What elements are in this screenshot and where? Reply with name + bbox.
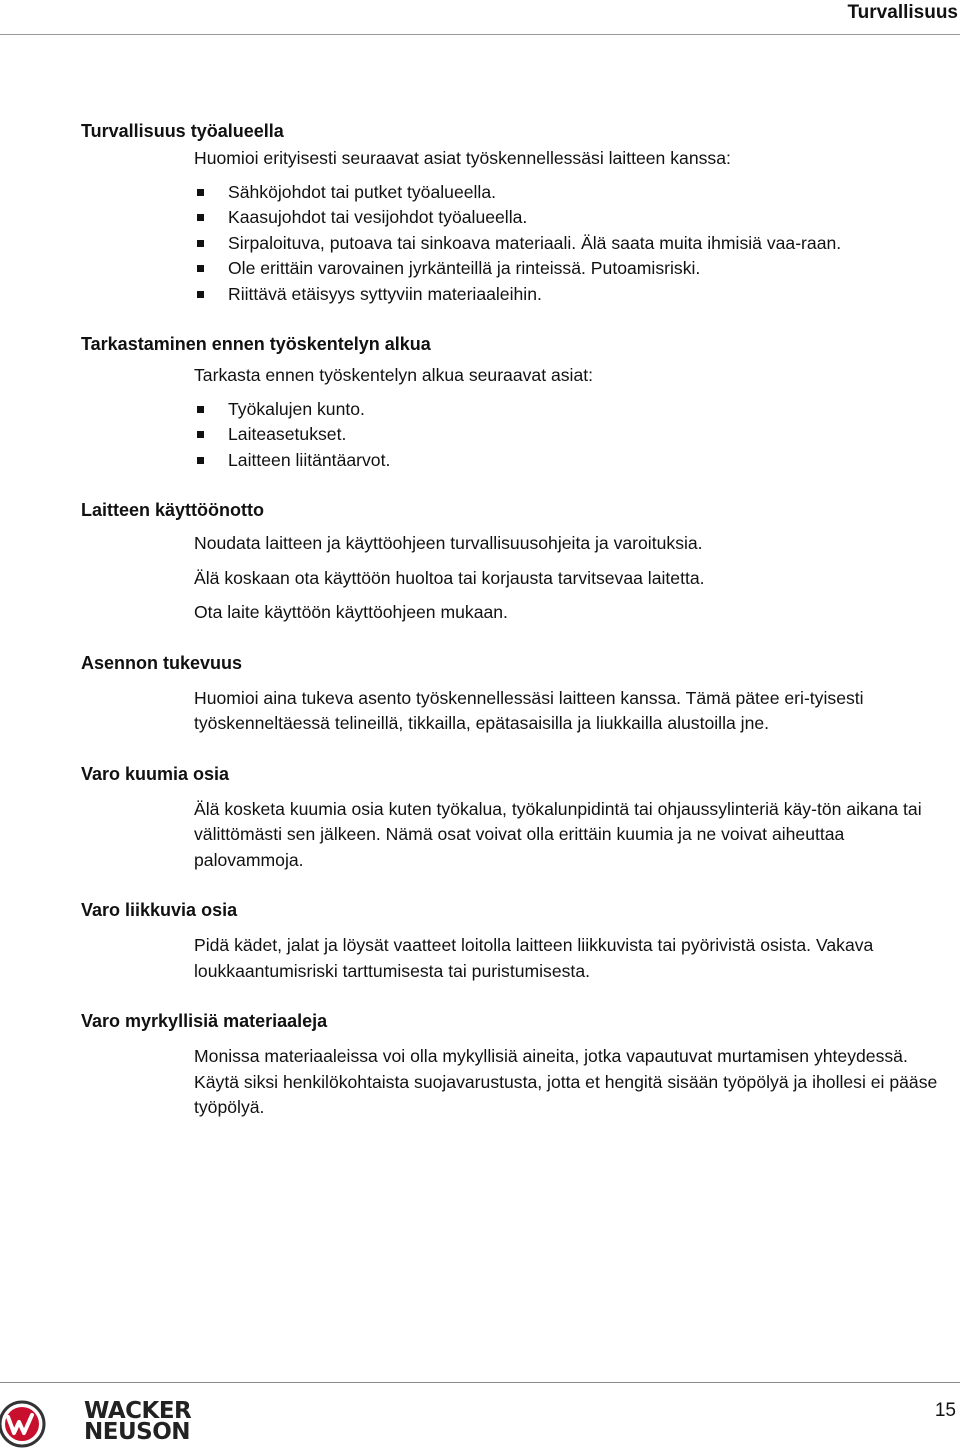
section-body [194, 797, 957, 874]
section-body [194, 686, 957, 737]
list-item: Kaasujohdot tai vesijohdot työalueella. [194, 205, 957, 231]
list-item: Ole erittäin varovainen jyrkänteillä ja rinteissä. Putoamisriski. [194, 256, 957, 282]
body-paragraph: Älä koskaan ota käyttöön huoltoa tai korjausta tarvitsevaa laitetta. [194, 567, 705, 588]
square-bullet-icon [197, 265, 204, 272]
section-title: Tarkastaminen ennen työskentelyn alkua [81, 334, 431, 354]
section-varo-myrkyllisia [81, 1008, 957, 1121]
section-tarkastaminen [81, 331, 957, 473]
section-title: Turvallisuus työalueella [81, 121, 284, 141]
square-bullet-icon [197, 291, 204, 298]
section-kayttoonotto [81, 497, 957, 626]
body-paragraph: Monissa materiaaleissa voi olla mykyllisiä aineita, jotka vapautuvat murtamisen yhteydessä. Käytä siksi henkilökohtaista suojavarustusta, jotta et hengitä sisään työpölyä ja ihollesi ei pääse työpölyä. [194, 1046, 938, 1117]
brand-logo [84, 1398, 192, 1445]
header-divider [0, 34, 960, 35]
list-item: Riittävä etäisyys syttyviin materiaaleihin. [194, 282, 957, 308]
footer-divider [0, 1382, 960, 1383]
square-bullet-icon [197, 214, 204, 221]
section-intro: Tarkasta ennen työskentelyn alkua seuraavat asiat: [194, 365, 594, 385]
page-header [0, 0, 960, 28]
section-body [194, 146, 957, 307]
body-paragraph: Pidä kädet, jalat ja löysät vaatteet loitolla laitteen liikkuvista tai pyörivistä osista. Vakava loukkaantumisriski tarttumisesta tai puristumisesta. [194, 935, 874, 981]
body-paragraph: Huomioi aina tukeva asento työskennellessäsi laitteen kanssa. Tämä pätee eri-tyisesti työskenneltäessä telineillä, tikkailla, epätasaisilla ja liukkailla alustoilla jne. [194, 687, 864, 733]
section-title: Asennon tukevuus [81, 652, 243, 673]
section-intro: Huomioi erityisesti seuraavat asiat työskennellessäsi laitteen kanssa: [194, 148, 731, 168]
body-paragraph: Ota laite käyttöön käyttöohjeen mukaan. [194, 602, 508, 622]
square-bullet-icon [197, 406, 204, 413]
square-bullet-icon [197, 240, 204, 247]
list-item: Sirpaloituva, putoava tai sinkoava materiaali. Älä saata muita ihmisiä vaa-raan. [194, 231, 938, 257]
body-paragraph: Noudata laitteen ja käyttöohjeen turvallisuusohjeita ja varoituksia. [194, 533, 703, 553]
section-turvallisuus-tyoalueella [81, 118, 957, 307]
square-bullet-icon [197, 189, 204, 196]
section-title: Varo liikkuvia osia [81, 900, 238, 920]
list-item: Sähköjohdot tai putket työalueella. [194, 180, 957, 206]
list-item: Laiteasetukset. [194, 422, 957, 448]
section-varo-liikkuvia-osia [81, 897, 957, 984]
logo-line-1: WACKER [84, 1398, 192, 1424]
body-paragraph: Älä kosketa kuumia osia kuten työkalua, työkalunpidintä tai ohjaussylinteriä käy-tön aikana tai välittömästi sen jälkeen. Nämä osat voivat olla erittäin kuumia ja ne voivat aiheuttaa palovammoja. [194, 798, 922, 870]
section-body [194, 531, 957, 626]
page-number: 15 [934, 1400, 956, 1421]
section-title: Varo myrkyllisiä materiaaleja [81, 1011, 328, 1031]
square-bullet-icon [197, 457, 204, 464]
section-body [194, 363, 957, 473]
logo-line-2: NEUSON [84, 1419, 191, 1445]
list-item: Työkalujen kunto. [194, 397, 957, 423]
square-bullet-icon [197, 431, 204, 438]
section-title: Varo kuumia osia [81, 763, 230, 784]
header-title: Turvallisuus [847, 2, 958, 23]
bullet-list [194, 180, 957, 308]
list-item: Laitteen liitäntäarvot. [194, 448, 957, 474]
section-title: Laitteen käyttöönotto [81, 500, 264, 520]
wacker-neuson-w-icon [0, 1400, 50, 1448]
section-body [194, 933, 957, 984]
document-content [81, 118, 957, 1121]
section-varo-kuumia-osia [81, 761, 957, 874]
section-body [194, 1044, 957, 1121]
section-asennon-tukevuus [81, 650, 957, 737]
bullet-list [194, 397, 957, 474]
